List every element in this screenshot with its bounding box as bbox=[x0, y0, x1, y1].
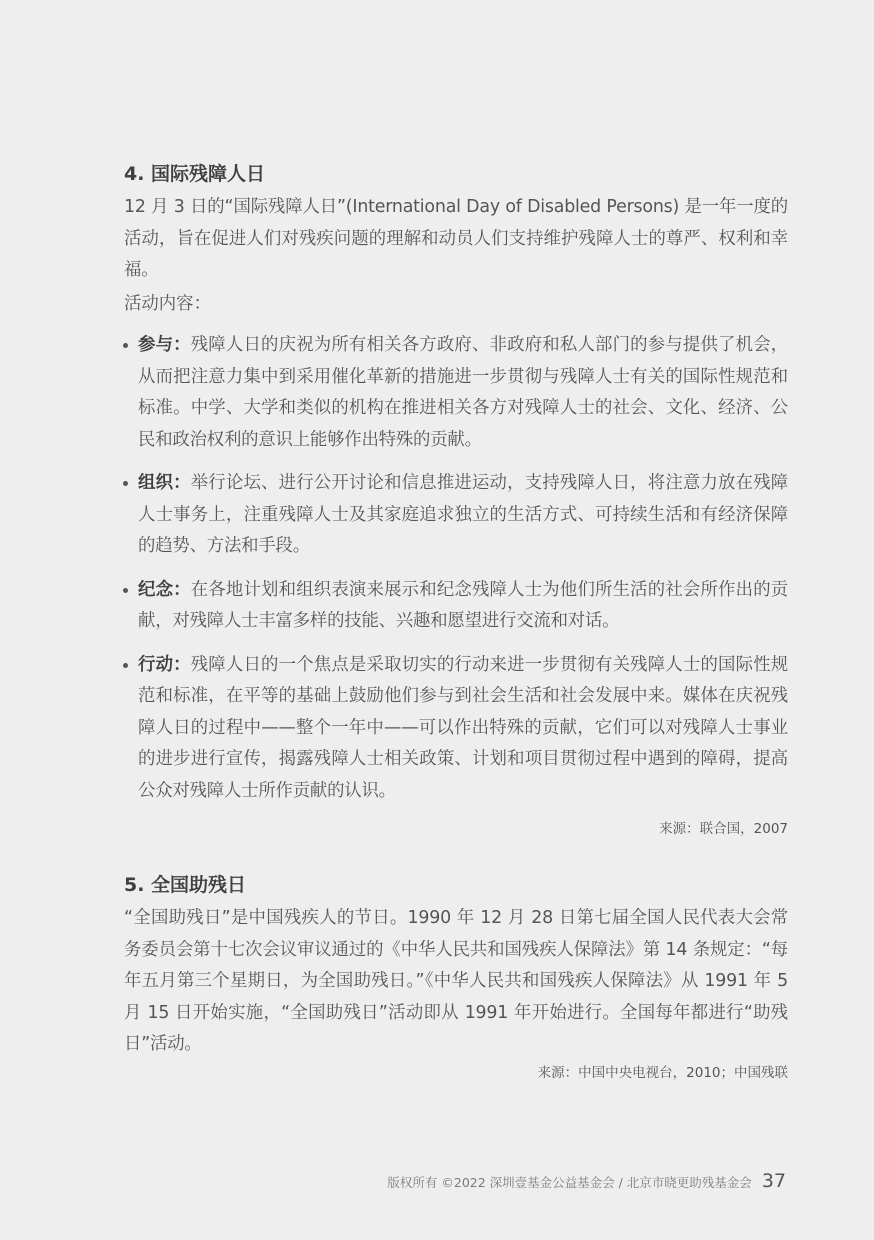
source-citation: 来源：中国中央电视台，2010；中国残联 bbox=[537, 1064, 788, 1081]
activity-term: 参与： bbox=[138, 335, 191, 355]
bullet-icon bbox=[123, 663, 128, 668]
activity-item-commemoration bbox=[124, 575, 788, 638]
copyright-text: 版权所有 ©2022 深圳壹基金公益基金会 / 北京市晓更助残基金会 bbox=[387, 1175, 752, 1190]
section-title: 4. 国际残障人日 bbox=[124, 163, 266, 185]
section-intro: 12 月 3 日的“国际残障人日”(International Day of Disabled Persons) 是一年一度的活动，旨在促进人们对残疾问题的理解和动员人们支持维护残障人士的尊严、权利和幸福。 bbox=[124, 197, 788, 280]
page-number: 37 bbox=[761, 1170, 786, 1192]
activities-label: 活动内容： bbox=[124, 293, 211, 314]
activity-term: 纪念： bbox=[138, 579, 191, 600]
page-footer bbox=[387, 1170, 786, 1192]
activity-item-participation bbox=[124, 330, 788, 456]
activity-text: 举行论坛、进行公开讨论和信息推进运动，支持残障人日，将注意力放在残障人士事务上，注重残障人士及其家庭追求独立的生活方式、可持续生活和有经济保障的趋势、方法和手段。 bbox=[138, 473, 788, 556]
page-content bbox=[124, 160, 788, 1083]
section-title: 5. 全国助残日 bbox=[124, 874, 247, 896]
section-international-day bbox=[124, 160, 788, 839]
activity-item-organization bbox=[124, 468, 788, 563]
bullet-icon bbox=[123, 588, 128, 593]
activity-item-action bbox=[124, 650, 788, 808]
activity-term: 组织： bbox=[138, 473, 191, 493]
activity-text: 在各地计划和组织表演来展示和纪念残障人士为他们所生活的社会所作出的贡献，对残障人士丰富多样的技能、兴趣和愿望进行交流和对话。 bbox=[138, 579, 788, 631]
section-national-day bbox=[124, 871, 788, 1083]
activity-text: 残障人日的一个焦点是采取切实的行动来进一步贯彻有关残障人士的国际性规范和标准，在平等的基础上鼓励他们参与到社会生活和社会发展中来。媒体在庆祝残障人日的过程中——整个一年中——可以作出特殊的贡献，它们可以对残障人士事业的进步进行宣传，揭露残障人士相关政策、计划和项目贯彻过程中遇到的障碍，提高公众对残障人士所作贡献的认识。 bbox=[138, 654, 788, 801]
activity-text: 残障人日的庆祝为所有相关各方政府、非政府和私人部门的参与提供了机会，从而把注意力集中到采用催化革新的措施进一步贯彻与残障人士有关的国际性规范和标准。中学、大学和类似的机构在推进相关各方对残障人士的社会、文化、经济、公民和政治权利的意识上能够作出特殊的贡献。 bbox=[138, 335, 788, 450]
bullet-icon bbox=[123, 343, 128, 348]
source-citation: 来源：联合国，2007 bbox=[659, 821, 788, 837]
section-body: “全国助残日”是中国残疾人的节日。1990 年 12 月 28 日第七届全国人民代表大会常务委员会第十七次会议审议通过的《中华人民共和国残疾人保障法》第 14 条规定：“每年五月第三个星期日，为全国助残日。”《中华人民共和国残疾人保障法》从 1991 年 5 月 15 日开始实施，“全国助残日”活动即从 1991 年开始进行。全国每年都进行“助残日”活动。 bbox=[124, 908, 788, 1054]
activity-term: 行动： bbox=[138, 654, 191, 675]
activity-list bbox=[124, 330, 788, 807]
bullet-icon bbox=[123, 481, 128, 486]
